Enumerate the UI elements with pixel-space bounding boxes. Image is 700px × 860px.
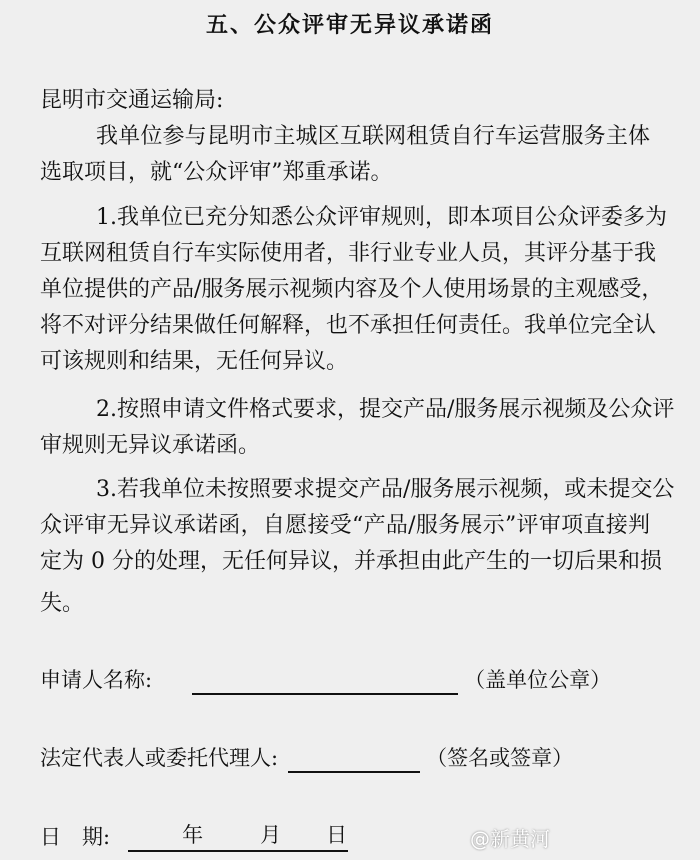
paragraph-line: 选取项目，就“公众评审”郑重承诺。 [40,160,393,185]
applicant-blank[interactable] [192,667,458,695]
document-title: 五、公众评审无异议承诺函 [205,12,494,38]
paragraph-line: 审规则无异议承诺函。 [40,433,261,458]
paragraph-line: 失。 [40,591,85,616]
paragraph-line: 2.按照申请文件格式要求，提交产品/服务展示视频及公众评 [96,397,675,422]
date-label: 日 期: [40,825,111,849]
paragraph-line: 互联网租赁自行车实际使用者，非行业专业人员，其评分基于我 [40,241,657,266]
representative-label: 法定代表人或委托代理人: [40,746,279,770]
date-blank[interactable] [128,824,348,852]
representative-blank[interactable] [288,745,420,773]
paragraph-line: 可该规则和结果，无任何异议。 [40,349,349,374]
month-label: 月 [260,823,282,847]
paragraph-line: 我单位参与昆明市主城区互联网租赁自行车运营服务主体 [96,124,650,149]
applicant-label: 申请人名称: [40,668,153,692]
applicant-row [40,665,611,695]
applicant-note: （盖单位公章） [464,668,612,692]
representative-note: （签名或签章） [426,746,574,770]
paragraph-line: 众评审无异议承诺函，自愿接受“产品/服务展示”评审项直接判 [40,513,650,538]
year-label: 年 [182,823,204,847]
paragraph-line: 将不对评分结果做任何解释，也不承担任何责任。我单位完全认 [40,313,657,338]
watermark: @新黄河 [470,827,550,851]
addressee: 昆明市交通运输局: [40,88,224,113]
paragraph-line: 单位提供的产品/服务展示视频内容及个人使用场景的主观感受， [40,277,664,302]
paragraph-line: 1.我单位已充分知悉公众评审规则，即本项目公众评委多为 [96,205,667,230]
representative-row [40,743,573,773]
date-row [40,822,354,852]
paragraph-line: 3.若我单位未按照要求提交产品/服务展示视频，或未提交公 [96,477,675,502]
day-label: 日 [326,823,348,847]
paragraph-line: 定为 0 分的处理，无任何异议，并承担由此产生的一切后果和损 [40,549,662,574]
